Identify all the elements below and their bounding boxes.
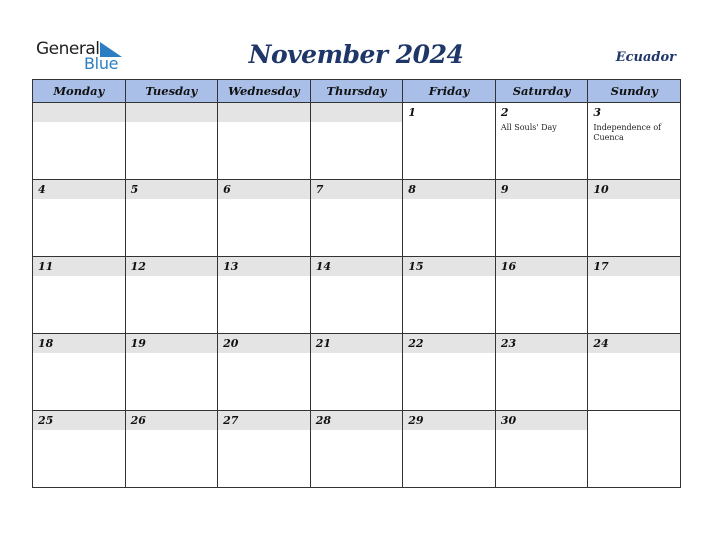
day-number: 12 [126,257,218,276]
day-number: 10 [588,180,680,199]
weekday-header: Saturday [495,80,588,103]
day-cell [310,257,403,334]
day-number: 25 [33,411,125,430]
day-number [311,103,403,122]
day-number: 26 [126,411,218,430]
weekday-header-row [33,80,681,103]
day-number: 2 [496,103,588,122]
day-number [126,103,218,122]
day-number: 18 [33,334,125,353]
week-row [33,257,681,334]
day-number: 1 [403,103,495,122]
week-row [33,103,681,180]
day-cell [403,180,496,257]
day-number [218,103,310,122]
day-cell [310,411,403,488]
day-cell [218,180,311,257]
day-cell [588,257,681,334]
week-row [33,180,681,257]
day-cell [495,180,588,257]
day-cell [588,334,681,411]
day-cell [403,334,496,411]
day-number: 5 [126,180,218,199]
day-cell [403,103,496,180]
day-cell [218,257,311,334]
day-cell [218,334,311,411]
day-cell [125,257,218,334]
weekday-header: Tuesday [125,80,218,103]
day-cell [495,411,588,488]
day-number: 23 [496,334,588,353]
holiday-label: All Souls' Day [500,123,557,132]
day-cell [125,411,218,488]
logo-text-blue: Blue [84,54,119,73]
day-number [33,103,125,122]
weekday-header: Sunday [588,80,681,103]
day-cell [588,103,681,180]
day-number: 28 [311,411,403,430]
weekday-header: Friday [403,80,496,103]
day-cell [403,411,496,488]
day-cell [310,180,403,257]
day-cell [588,180,681,257]
day-number: 20 [218,334,310,353]
day-number: 27 [218,411,310,430]
day-cell [33,103,126,180]
day-number: 11 [33,257,125,276]
weekday-header: Wednesday [218,80,311,103]
day-number: 22 [403,334,495,353]
day-cell [495,257,588,334]
week-row [33,411,681,488]
day-number: 4 [33,180,125,199]
holiday-label: Independence of Cuenca [593,123,662,142]
day-number: 19 [126,334,218,353]
day-number: 6 [218,180,310,199]
country-label: Ecuador [615,50,676,65]
day-number: 30 [496,411,588,430]
day-number: 16 [496,257,588,276]
day-number: 24 [588,334,680,353]
day-number: 29 [403,411,495,430]
day-number: 15 [403,257,495,276]
day-number: 13 [218,257,310,276]
week-row [33,334,681,411]
day-number [588,411,680,430]
day-cell [33,180,126,257]
day-number: 9 [496,180,588,199]
day-cell [125,334,218,411]
weekday-header: Thursday [310,80,403,103]
day-cell [125,103,218,180]
day-cell [33,257,126,334]
day-number: 17 [588,257,680,276]
day-cell [495,334,588,411]
day-number: 14 [311,257,403,276]
day-cell [310,334,403,411]
weekday-header: Monday [33,80,126,103]
calendar-title: November 2024 [248,40,464,69]
day-number: 21 [311,334,403,353]
day-cell [495,103,588,180]
day-cell [33,334,126,411]
day-number: 8 [403,180,495,199]
logo-text-general: General [36,39,100,59]
day-number: 3 [588,103,680,122]
day-cell [310,103,403,180]
day-cell [218,411,311,488]
day-cell [588,411,681,488]
day-cell [403,257,496,334]
day-cell [33,411,126,488]
day-cell [125,180,218,257]
calendar-grid [32,79,681,488]
day-number: 7 [311,180,403,199]
day-cell [218,103,311,180]
